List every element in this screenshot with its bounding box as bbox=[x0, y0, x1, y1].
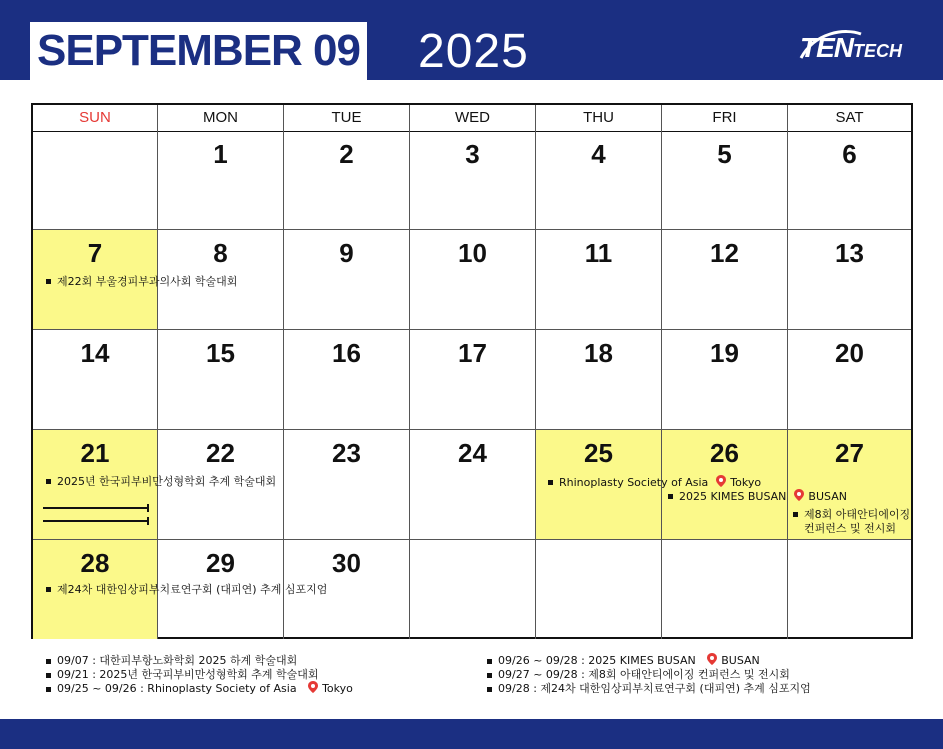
day-number: 18 bbox=[584, 338, 613, 368]
day-cell-10[interactable] bbox=[410, 230, 536, 330]
legend-item: 09/27 ~ 09/28 : 제8회 아태안티에이징 컨퍼런스 및 전시회 bbox=[487, 668, 811, 682]
weekday-header-fri: FRI bbox=[662, 105, 788, 131]
day-number: 30 bbox=[332, 548, 361, 578]
legend-item: 09/25 ~ 09/26 : Rhinoplasty Society of Asia Tokyo bbox=[46, 682, 353, 696]
day-cell-6[interactable] bbox=[788, 131, 911, 230]
legend-item: 09/26 ~ 09/28 : 2025 KIMES BUSAN BUSAN bbox=[487, 654, 811, 668]
day-number: 22 bbox=[206, 438, 235, 468]
day-number: 8 bbox=[213, 238, 228, 268]
legend-item: 09/28 : 제24차 대한임상피부치료연구회 (대피연) 추계 심포지엄 bbox=[487, 682, 811, 696]
weekday-header-row bbox=[33, 105, 911, 132]
empty-day-cell[interactable] bbox=[410, 540, 536, 639]
day-number: 27 bbox=[835, 438, 864, 468]
legend-right bbox=[487, 654, 811, 696]
event-duration-line bbox=[43, 507, 149, 509]
day-cell-9[interactable] bbox=[284, 230, 410, 330]
day-number: 25 bbox=[584, 438, 613, 468]
day-cell-5[interactable] bbox=[662, 131, 788, 230]
day-number: 7 bbox=[87, 238, 103, 268]
day-number: 3 bbox=[465, 139, 480, 169]
day-cell-16[interactable] bbox=[284, 330, 410, 430]
day-number: 12 bbox=[710, 238, 739, 268]
day-number: 1 bbox=[213, 139, 228, 169]
weekday-header-wed: WED bbox=[410, 105, 536, 131]
empty-day-cell[interactable] bbox=[662, 540, 788, 639]
event-sep27[interactable]: 제8회 아태안티에이징 컨퍼런스 및 전시회 bbox=[793, 508, 910, 536]
day-number: 17 bbox=[458, 338, 487, 368]
day-number: 21 bbox=[80, 438, 110, 468]
day-number: 6 bbox=[842, 139, 857, 169]
day-cell-13[interactable] bbox=[788, 230, 911, 330]
event-sep21[interactable]: 2025년 한국피부비만성형학회 추계 학술대회 bbox=[46, 475, 276, 489]
day-number: 26 bbox=[710, 438, 739, 468]
month-title-box bbox=[30, 22, 367, 80]
day-cell-19[interactable] bbox=[662, 330, 788, 430]
weekday-header-sun: SUN bbox=[33, 105, 158, 131]
day-cell-15[interactable] bbox=[158, 330, 284, 430]
weekday-header-thu: THU bbox=[536, 105, 662, 131]
day-cell-20[interactable] bbox=[788, 330, 911, 430]
location-pin-icon bbox=[792, 488, 806, 502]
day-number: 19 bbox=[710, 338, 739, 368]
day-number: 5 bbox=[717, 139, 732, 169]
day-number: 15 bbox=[206, 338, 235, 368]
day-number: 20 bbox=[835, 338, 864, 368]
event-sep25[interactable]: Rhinoplasty Society of Asia Tokyo bbox=[548, 476, 761, 490]
year-title: 2025 bbox=[418, 25, 529, 78]
location-pin-icon bbox=[714, 474, 728, 488]
weekday-header-mon: MON bbox=[158, 105, 284, 131]
weekday-header-tue: TUE bbox=[284, 105, 410, 131]
calendar-grid bbox=[31, 103, 913, 639]
day-cell-18[interactable] bbox=[536, 330, 662, 430]
day-number: 9 bbox=[339, 238, 354, 268]
day-cell-11[interactable] bbox=[536, 230, 662, 330]
day-number: 11 bbox=[584, 238, 613, 268]
day-number: 23 bbox=[332, 438, 361, 468]
event-sep28[interactable]: 제24차 대한임상피부치료연구회 (대피연) 추계 심포지엄 bbox=[46, 583, 327, 597]
day-cell-4[interactable] bbox=[536, 131, 662, 230]
month-title: SEPTEMBER 09 bbox=[37, 26, 360, 75]
day-cell-17[interactable] bbox=[410, 330, 536, 430]
legend-item: 09/21 : 2025년 한국피부비만성형학회 추계 학술대회 bbox=[46, 668, 353, 682]
event-duration-line bbox=[43, 520, 149, 522]
location-pin-icon bbox=[705, 652, 719, 666]
day-number: 14 bbox=[80, 338, 110, 368]
day-cell-3[interactable] bbox=[410, 131, 536, 230]
day-cell-14[interactable] bbox=[33, 330, 158, 430]
day-cell-24[interactable] bbox=[410, 430, 536, 540]
day-cell-12[interactable] bbox=[662, 230, 788, 330]
location-pin-icon bbox=[306, 680, 320, 694]
day-cell-23[interactable] bbox=[284, 430, 410, 540]
footer-bar bbox=[0, 719, 943, 749]
day-number: 4 bbox=[591, 139, 606, 169]
day-number: 2 bbox=[339, 139, 354, 169]
day-number: 16 bbox=[332, 338, 361, 368]
empty-day-cell[interactable] bbox=[33, 131, 158, 230]
weekday-header-sat: SAT bbox=[835, 109, 864, 126]
event-sep26[interactable]: 2025 KIMES BUSAN BUSAN bbox=[668, 490, 847, 504]
day-number: 29 bbox=[206, 548, 235, 578]
empty-day-cell[interactable] bbox=[536, 540, 662, 639]
event-sep7[interactable]: 제22회 부울경피부과의사회 학술대회 bbox=[46, 275, 237, 289]
tentech-logo: TEN TECH bbox=[800, 32, 902, 63]
day-cell-1[interactable] bbox=[158, 131, 284, 230]
day-number: 10 bbox=[458, 238, 487, 268]
day-cell-2[interactable] bbox=[284, 131, 410, 230]
legend-item: 09/07 : 대한피부항노화학회 2025 하계 학술대회 bbox=[46, 654, 353, 668]
day-number: 28 bbox=[80, 548, 110, 578]
day-number: 13 bbox=[835, 238, 864, 268]
empty-day-cell[interactable] bbox=[788, 540, 911, 639]
day-number: 24 bbox=[458, 438, 487, 468]
legend-left bbox=[46, 654, 353, 696]
